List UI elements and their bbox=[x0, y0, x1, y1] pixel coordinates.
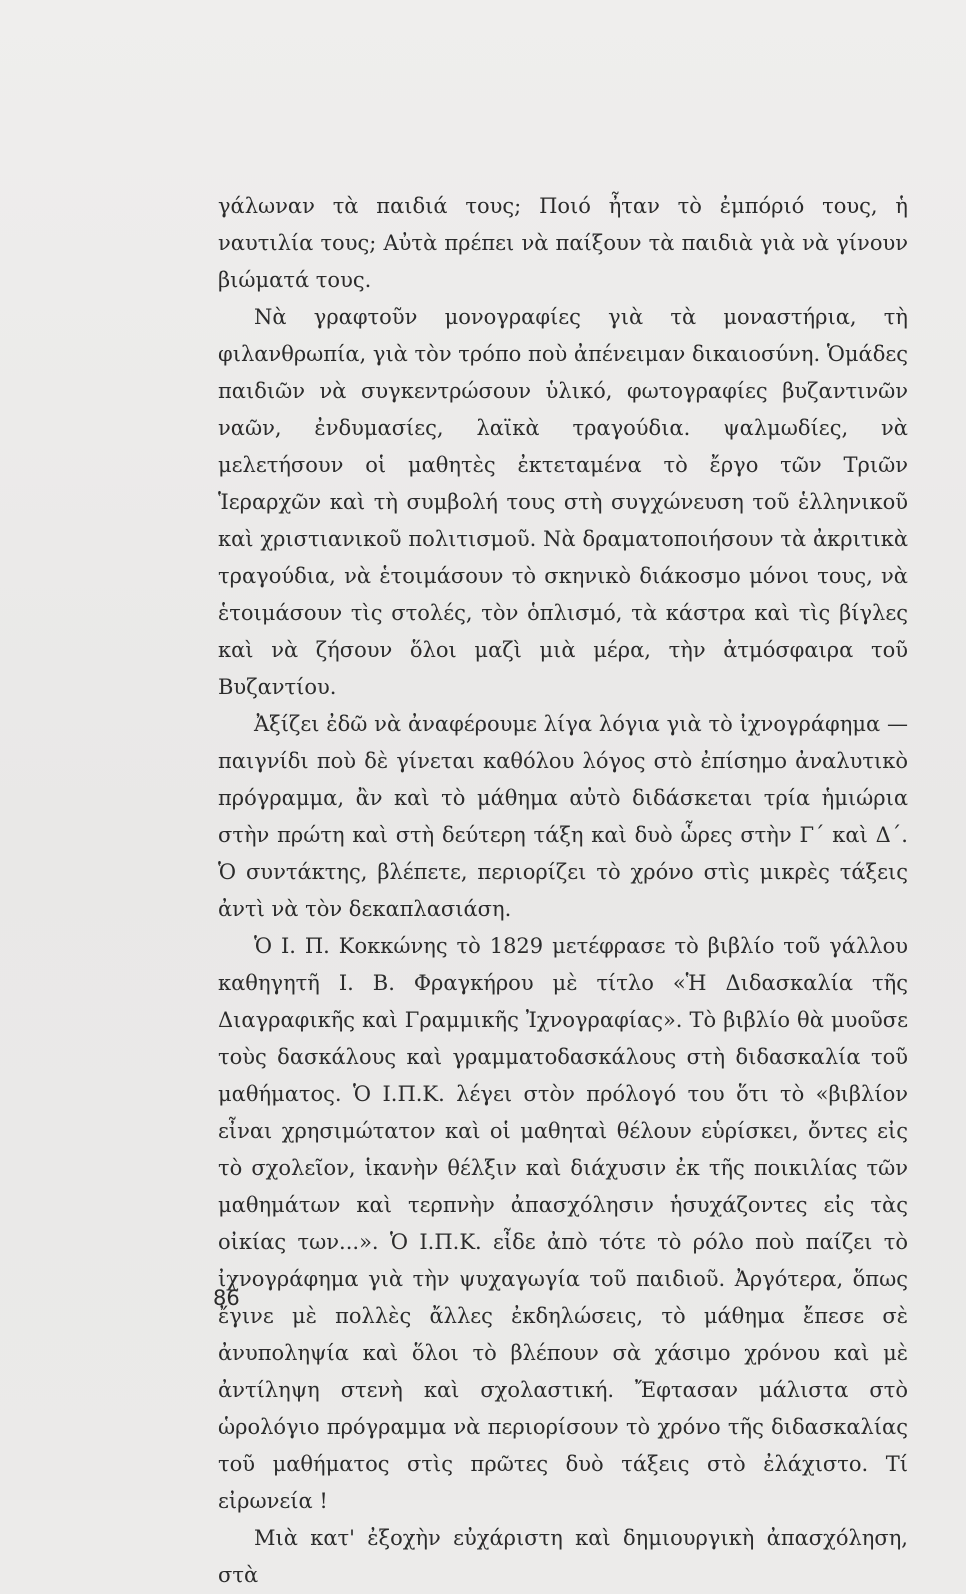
body-text bbox=[218, 188, 908, 1594]
paragraph-2: Νὰ γραφτοῦν μονογραφίες γιὰ τὰ μοναστήρια, τὴ φιλανθρωπία, γιὰ τὸν τρόπο ποὺ ἀπένειμαν δικαιοσύνη. Ὁμάδες παιδιῶν νὰ συγκεντρώσουν ὑλικό, φωτογραφίες βυζαντινῶν ναῶν, ἐνδυμασίες, λαϊκὰ τραγούδια. ψαλμωδίες, νὰ μελετήσουν οἱ μαθητὲς ἐκτεταμένα τὸ ἔργο τῶν Τριῶν Ἱεραρχῶν καὶ τὴ συμβολή τους στὴ συγχώνευση τοῦ ἑλληνικοῦ καὶ χριστιανικοῦ πολιτισμοῦ. Νὰ δραματοποιήσουν τὰ ἀκριτικὰ τραγούδια, νὰ ἑτοιμάσουν τὸ σκηνικὸ διάκοσμο μόνοι τους, νὰ ἑτοιμάσουν τὶς στολές, τὸν ὁπλισμό, τὰ κάστρα καὶ τὶς βίγλες καὶ νὰ ζήσουν ὅλοι μαζὶ μιὰ μέρα, τὴν ἀτμόσφαιρα τοῦ Βυζαντίου. bbox=[218, 305, 908, 699]
page-number: 86 bbox=[213, 1286, 240, 1310]
paragraph-1: γάλωναν τὰ παιδιά τους; Ποιό ἦταν τὸ ἐμπόριό τους, ἡ ναυτιλία τους; Αὐτὰ πρέπει νὰ παίξουν τὰ παιδιὰ γιὰ νὰ γίνουν βιώματά τους. bbox=[218, 194, 908, 292]
paragraph-3: Ἀξίζει ἐδῶ νὰ ἀναφέρουμε λίγα λόγια γιὰ τὸ ἰχνογράφημα — παιγνίδι ποὺ δὲ γίνεται καθόλου λόγος στὸ ἐπίσημο ἀναλυτικὸ πρόγραμμα, ἂν καὶ τὸ μάθημα αὐτὸ διδάσκεται τρία ἡμιώρια στὴν πρώτη καὶ στὴ δεύτερη τάξη καὶ δυὸ ὧρες στὴν Γ΄ καὶ Δ΄. Ὁ συντάκτης, βλέπετε, περιορίζει τὸ χρόνο στὶς μικρὲς τάξεις ἀντὶ νὰ τὸν δεκαπλασιάση. bbox=[218, 712, 908, 921]
paragraph-5: Μιὰ κατ' ἐξοχὴν εὐχάριστη καὶ δημιουργικὴ ἀπασχόληση, στὰ bbox=[218, 1526, 908, 1587]
paragraph-4: Ὁ Ι. Π. Κοκκώνης τὸ 1829 μετέφρασε τὸ βιβλίο τοῦ γάλλου καθηγητῆ Ι. Β. Φραγκήρου μὲ τίτλο «Ἡ Διδασκαλία τῆς Διαγραφικῆς καὶ Γραμμικῆς Ἰχνογραφίας». Τὸ βιβλίο θὰ μυοῦσε τοὺς δασκάλους καὶ γραμματοδασκάλους στὴ διδασκαλία τοῦ μαθήματος. Ὁ Ι.Π.Κ. λέγει στὸν πρόλογό του ὅτι τὸ «βιβλίον εἶναι χρησιμώτατον καὶ οἱ μαθηταὶ θέλουν εὑρίσκει, ὄντες εἰς τὸ σχολεῖον, ἱκανὴν θέλξιν καὶ διάχυσιν ἐκ τῆς ποικιλίας τῶν μαθημάτων καὶ τερπνὴν ἀπασχόλησιν ἡσυχάζοντες εἰς τὰς οἰκίας των...». Ὁ Ι.Π.Κ. εἶδε ἀπὸ τότε τὸ ρόλο ποὺ παίζει τὸ ἰχνογράφημα γιὰ τὴν ψυχαγωγία τοῦ παιδιοῦ. Ἀργότερα, ὅπως ἔγινε μὲ πολλὲς ἄλλες ἐκδηλώσεις, τὸ μάθημα ἔπεσε σὲ ἀνυποληψία καὶ ὅλοι τὸ βλέπουν σὰ χάσιμο χρόνου καὶ μὲ ἀντίληψη στενὴ καὶ σχολαστική. Ἔφτασαν μάλιστα στὸ ὡρολόγιο πρόγραμμα νὰ περιορίσουν τὸ χρόνο τῆς διδασκαλίας τοῦ μαθήματος στὶς πρῶτες δυὸ τάξεις στὸ ἐλάχιστο. Τί εἰρωνεία ! bbox=[218, 934, 908, 1513]
